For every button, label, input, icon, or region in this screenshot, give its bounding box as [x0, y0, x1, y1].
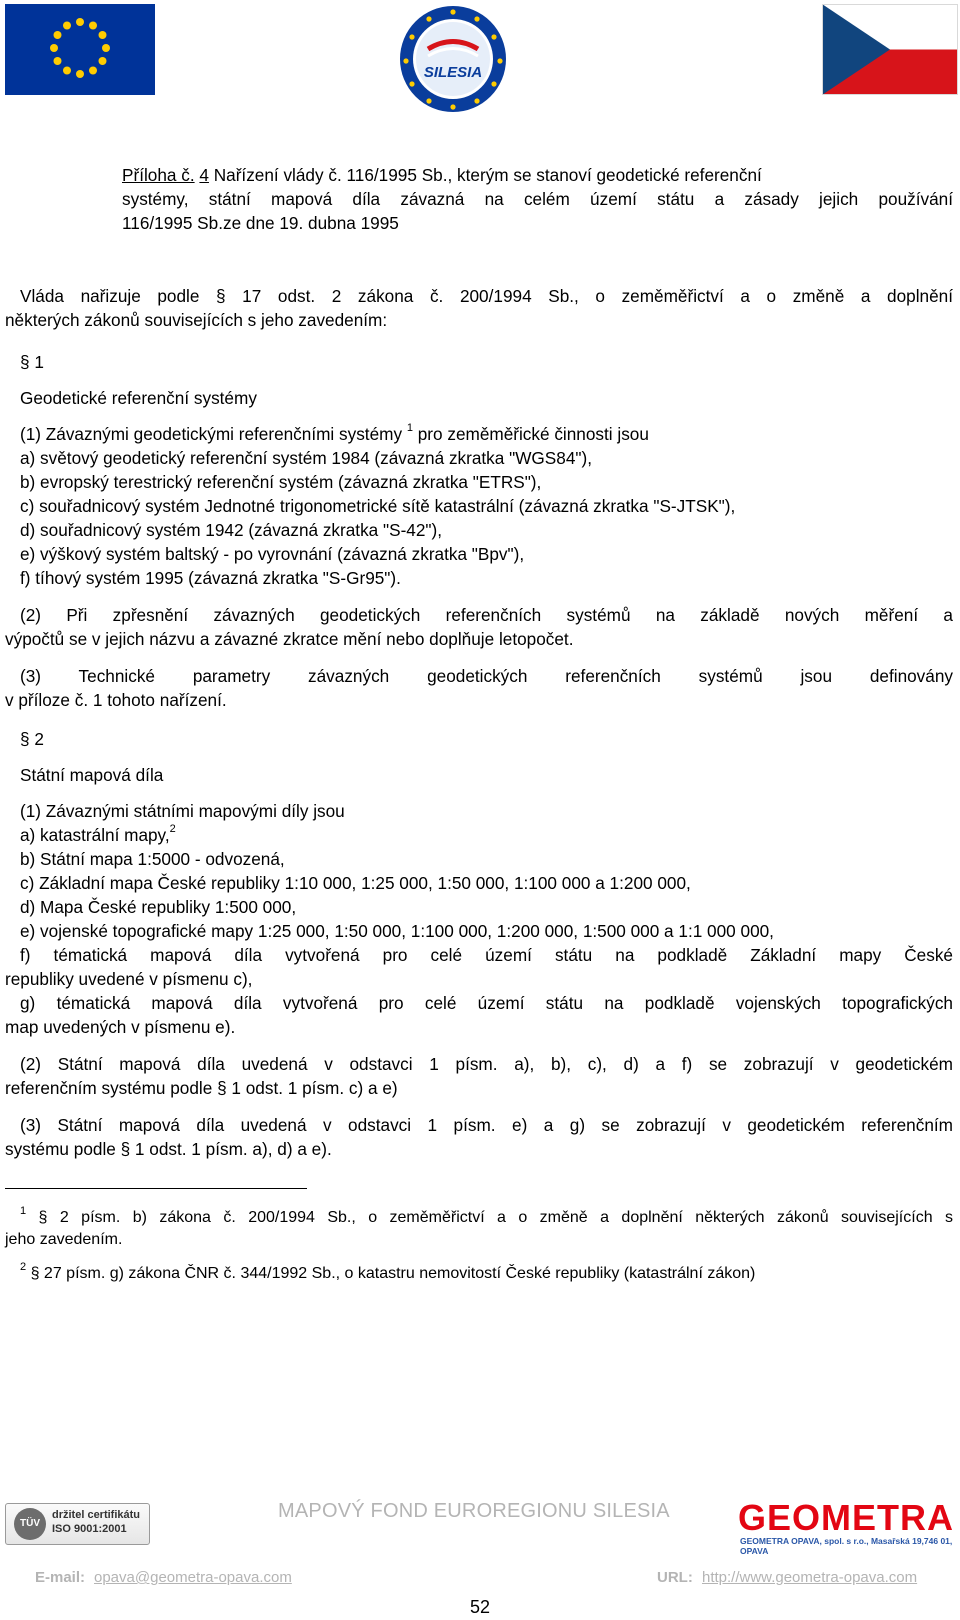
section-2-item-d: d) Mapa České republiky 1:500 000, — [20, 897, 297, 917]
page-number: 52 — [470, 1597, 491, 1617]
eu-flag-logo — [5, 4, 155, 95]
section-2-item-f-line-1: f) tématická mapová díla vytvořená pro celé území státu na podkladě Základní mapy České — [20, 945, 953, 965]
email-label: E-mail: — [35, 1569, 86, 1586]
section-1-title: Geodetické referenční systémy — [20, 388, 257, 408]
section-1-paragraph-3-line-2: v příloze č. 1 tohoto nařízení. — [5, 690, 227, 710]
section-2-heading: § 2 — [20, 729, 44, 749]
section-1-paragraph-2-line-2: výpočtů se v jejich názvu a závazné zkratce mění nebo doplňuje letopočet. — [5, 629, 574, 649]
footnote-ref-2[interactable]: 2 — [169, 823, 176, 836]
document-title-line-3: 116/1995 Sb.ze dne 19. dubna 1995 — [122, 213, 399, 233]
section-2-item-f-line-2: republiky uvedené v písmenu c), — [5, 969, 253, 989]
section-2-paragraph-3-line-2: systému podle § 1 odst. 1 písm. a), d) a e). — [5, 1139, 332, 1159]
section-1-heading: § 1 — [20, 352, 44, 372]
geometra-logo: GEOMETRA — [738, 1497, 955, 1538]
intro-line-2: některých zákonů souvisejících s jeho zavedením: — [5, 310, 388, 330]
section-2-paragraph-1: (1) Závaznými státními mapovými díly jsou — [20, 801, 345, 821]
section-2-item-c: c) Základní mapa České republiky 1:10 000, 1:25 000, 1:50 000, 1:100 000 a 1:200 000, — [20, 873, 691, 893]
footnote-1-line-2: jeho zavedením. — [5, 1231, 123, 1248]
tuv-logo-icon: TÜV — [14, 1508, 46, 1540]
annex-number: 4 — [199, 165, 209, 185]
euroregion-silesia-logo — [398, 4, 508, 114]
czech-flag-logo — [822, 4, 958, 95]
url-label: URL: — [657, 1569, 693, 1586]
footnote-separator — [5, 1188, 307, 1189]
url-link[interactable]: http://www.geometra-opava.com — [702, 1569, 918, 1586]
footnote-ref-1[interactable]: 1 — [406, 422, 413, 435]
footnote-2: $^2$ § 27 písm. g) zákona ČNR č. 344/1992 Sb., o katastru nemovitostí České republiky (katastrální zákon) — [20, 1260, 756, 1282]
section-2-paragraph-3-line-1: (3) Státní mapová díla uvedená v odstavci 1 písm. e) a g) se zobrazují v geodetickém referenčním — [20, 1115, 953, 1135]
svg-text:SILESIA: SILESIA — [423, 64, 483, 81]
section-2-item-g-line-2: map uvedených v písmenu e). — [5, 1017, 236, 1037]
footnote-1-line-1: $^1$ § 2 písm. b) zákona č. 200/1994 Sb., o zeměměřictví a o změně a doplnění některých zákonů souvisejících s — [20, 1204, 954, 1226]
section-1-paragraph-2-line-1: (2) Při zpřesnění závazných geodetických referenčních systémů na základě nových měření a — [20, 605, 953, 625]
section-1-item-e: e) výškový systém baltský - po vyrovnání (závazná zkratka "Bpv"), — [20, 544, 525, 564]
document-title-line-2: systémy, státní mapová díla závazná na celém území státu a zásady jejich používání — [122, 189, 953, 209]
geometra-address: GEOMETRA OPAVA, spol. s r.o., Masařská 19,746 01, OPAVA — [740, 1536, 953, 1556]
footnote-1-number: 1 — [20, 1204, 27, 1217]
section-1-paragraph-1: (1) Závaznými geodetickými referenčními systémy $^1$ pro zeměměřické činnosti jsou — [20, 422, 649, 444]
section-1-item-a: a) světový geodetický referenční systém 1984 (závazná zkratka "WGS84"), — [20, 448, 592, 468]
section-2-paragraph-2-line-2: referenčním systému podle § 1 odst. 1 písm. c) a e) — [5, 1078, 398, 1098]
annex-label: Příloha č. — [122, 165, 195, 185]
footer-fund-title: MAPOVÝ FOND EUROREGIONU SILESIA — [278, 1500, 670, 1522]
tuv-certificate-badge — [5, 1503, 150, 1545]
section-1-paragraph-3-line-1: (3) Technické parametry závazných geodetických referenčních systémů jsou definovány — [20, 666, 953, 686]
section-2-item-b: b) Státní mapa 1:5000 - odvozená, — [20, 849, 285, 869]
section-1-item-f: f) tíhový systém 1995 (závazná zkratka "S-Gr95"). — [20, 568, 401, 588]
section-2-paragraph-2-line-1: (2) Státní mapová díla uvedená v odstavci 1 písm. a), b), c), d) a f) se zobrazují v geodetickém — [20, 1054, 953, 1074]
section-1-item-d: d) souřadnicový systém 1942 (závazná zkratka "S-42"), — [20, 520, 443, 540]
section-2-title: Státní mapová díla — [20, 765, 164, 785]
section-2-item-g-line-1: g) tématická mapová díla vytvořená pro celé území státu na podkladě vojenských topografických — [20, 993, 953, 1013]
tuv-line-1: držitel certifikátu — [52, 1509, 141, 1521]
section-1-item-b: b) evropský terestrický referenční systém (závazná zkratka "ETRS"), — [20, 472, 542, 492]
eu-stars-icon — [5, 4, 155, 95]
section-2-item-e: e) vojenské topografické mapy 1:25 000, 1:50 000, 1:100 000, 1:200 000, 1:500 000 a 1:1 000 000, — [20, 921, 774, 941]
footnote-2-number: 2 — [20, 1260, 27, 1273]
intro-line-1: Vláda nařizuje podle § 17 odst. 2 zákona č. 200/1994 Sb., o zeměměřictví a o změně a doplnění — [20, 286, 953, 306]
email-link[interactable]: opava@geometra-opava.com — [94, 1569, 292, 1586]
section-2-item-a: a) katastrální mapy,$^2$ — [20, 823, 176, 845]
tuv-line-2: ISO 9001:2001 — [52, 1523, 127, 1535]
document-title-line-1: Příloha č. 4 Nařízení vlády č. 116/1995 Sb., kterým se stanoví geodetické referenční — [122, 165, 762, 185]
section-1-item-c: c) souřadnicový systém Jednotné trigonometrické sítě katastrální (závazná zkratka "S-JTSK"), — [20, 496, 736, 516]
